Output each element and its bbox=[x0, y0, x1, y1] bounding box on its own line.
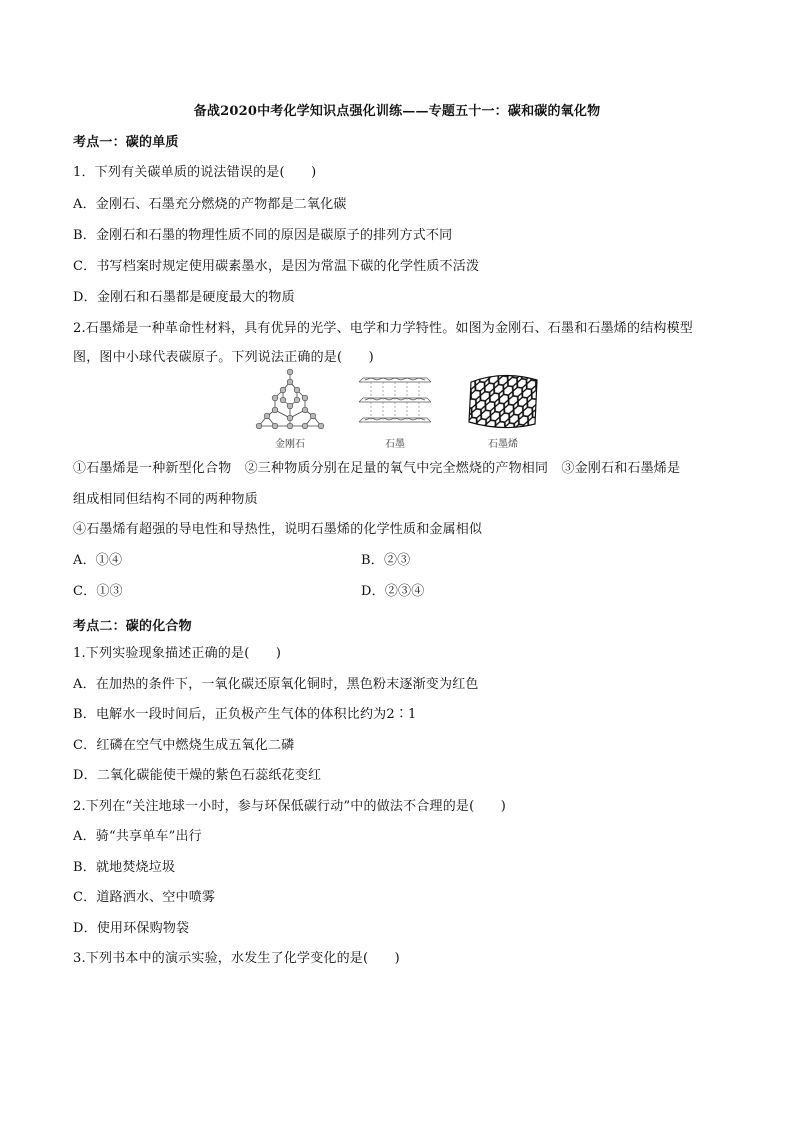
statement-text: ①石墨烯是一种新型化合物 ②三种物质分别在足量的氧气中完全燃烧的产物相同 ③金刚石和石墨烯是 bbox=[73, 461, 681, 476]
option-a: A．金刚石、石墨充分燃烧的产物都是二氧化碳 bbox=[73, 197, 347, 212]
option-a: A．在加热的条件下，一氧化碳还原氧化铜时，黑色粉末逐渐变为红色 bbox=[73, 677, 479, 692]
graphene-structure-image bbox=[463, 370, 543, 434]
question-stem: 2.下列在“关注地球一小时，参与环保低碳行动”中的做法不合理的是( ) bbox=[73, 799, 507, 814]
option-b: B．就地焚烧垃圾 bbox=[73, 860, 176, 875]
option-d: D．使用环保购物袋 bbox=[73, 921, 190, 936]
carbon-structures-figure bbox=[245, 368, 545, 452]
option-c: C．道路洒水、空中喷雾 bbox=[73, 890, 216, 905]
option-d: D．②③④ bbox=[361, 584, 425, 599]
option-c: C．书写档案时规定使用碳素墨水，是因为常温下碳的化学性质不活泼 bbox=[73, 259, 480, 274]
section-heading-2: 考点二：碳的化合物 bbox=[73, 619, 192, 634]
statement-text-continued: 组成相同但结构不同的两种物质 bbox=[73, 492, 258, 507]
option-b: B．电解水一段时间后，正负极产生气体的体积比约为2∶1 bbox=[73, 707, 417, 722]
option-a: A．①④ bbox=[73, 553, 123, 568]
diamond-structure-image bbox=[245, 368, 335, 434]
question-stem: 2.石墨烯是一种革命性材料，具有优异的光学、电学和力学特性。如图为金刚石、石墨和石墨烯的结构模型 bbox=[73, 321, 694, 336]
graphite-structure-image bbox=[355, 374, 435, 434]
option-a: A．骑“共享单车”出行 bbox=[73, 829, 202, 844]
page-title: 备战2020中考化学知识点强化训练——专题五十一：碳和碳的氧化物 bbox=[193, 104, 601, 119]
option-d: D．二氧化碳能使干燥的紫色石蕊纸花变红 bbox=[73, 768, 322, 783]
graphite-label: 石墨 bbox=[385, 439, 405, 450]
option-b: B．②③ bbox=[361, 553, 411, 568]
statement-text: ④石墨烯有超强的导电性和导热性，说明石墨烯的化学性质和金属相似 bbox=[73, 522, 483, 537]
option-b: B．金刚石和石墨的物理性质不同的原因是碳原子的排列方式不同 bbox=[73, 228, 453, 243]
option-d: D．金刚石和石墨都是硬度最大的物质 bbox=[73, 290, 295, 305]
diamond-label: 金刚石 bbox=[275, 439, 305, 450]
question-stem: 1．下列有关碳单质的说法错误的是( ) bbox=[73, 165, 317, 180]
question-stem-continued: 图，图中小球代表碳原子。下列说法正确的是( ) bbox=[73, 350, 374, 365]
section-heading-1: 考点一：碳的单质 bbox=[73, 135, 179, 150]
option-c: C．①③ bbox=[73, 584, 123, 599]
option-c: C．红磷在空气中燃烧生成五氧化二磷 bbox=[73, 738, 295, 753]
question-stem: 1.下列实验现象描述正确的是( ) bbox=[73, 646, 282, 661]
graphene-label: 石墨烯 bbox=[488, 439, 518, 450]
question-stem: 3.下列书本中的演示实验，水发生了化学变化的是( ) bbox=[73, 951, 400, 966]
